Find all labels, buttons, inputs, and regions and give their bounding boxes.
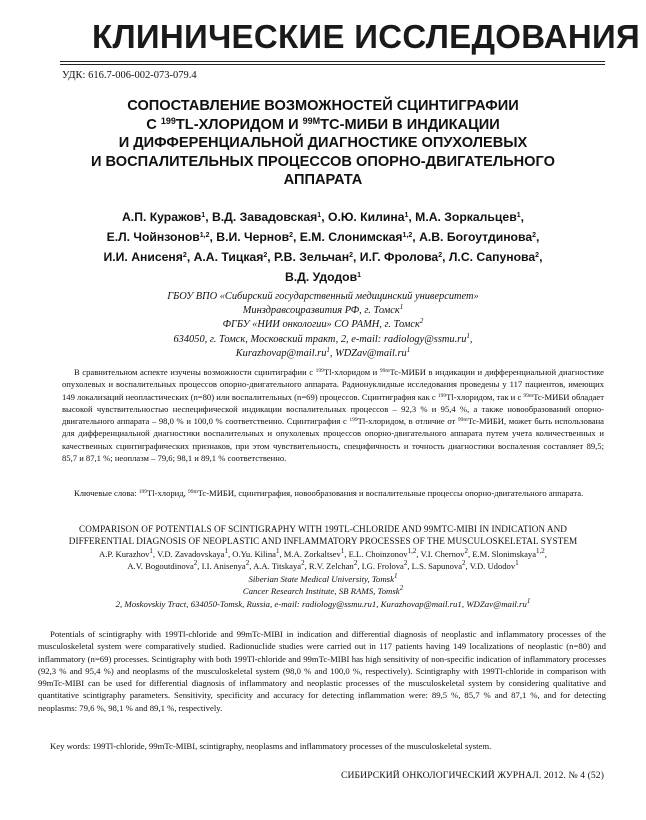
title-line: TL-ХЛОРИДОМ И — [175, 116, 303, 133]
keywords-russian: Ключевые слова: $^{199}$Tl-хлорид, $^{99m}$Tc-МИБИ, сцинтиграфия, новообразования и воспалительные процессы опорно-двигательного аппарата. — [74, 488, 584, 498]
author: V.D. Udodov$^1$ — [469, 559, 519, 572]
author: A.V. Bogoutdinova$^2$, — [127, 559, 202, 572]
title-line: С — [146, 116, 161, 133]
author: Л.С. Сапунова$^2$, — [448, 250, 543, 264]
author: А.А. Тицкая$^2$, — [193, 250, 274, 264]
affiliation-address: 2, Moskovskiy Tract, 634050-Tomsk, Russia, e-mail: radiology@ssmu.ru1, Kurazhovap@mail.ru1, WDZav@mail.ru — [115, 598, 527, 609]
english-title: COMPARISON OF POTENTIALS OF SCINTIGRAPHY WITH 199TL-CHLORIDE AND 99MTC-MIBI IN INDICATION AND DIFFERENTIAL DIAGNOSIS OF NEOPLASTIC AND INFLAMMATORY PROCESSES OF THE MUSCULOSKELETAL SYSTEM — [68, 524, 578, 546]
affiliation-line: ГБОУ ВПО «Сибирский государственный медицинский университет» — [167, 291, 479, 302]
udk-code: УДК: 616.7-006-002-073-079.4 — [62, 70, 197, 81]
author: В.Д. Завадовская$^1$, — [211, 210, 328, 224]
author: M.A. Zorkaltsev$^1$, — [283, 547, 349, 559]
header-rule-bottom — [60, 64, 605, 65]
title-line: TC-МИБИ В ИНДИКАЦИИ — [320, 116, 500, 133]
title-line: АППАРАТА — [283, 172, 363, 189]
affiliations: ГБОУ ВПО «Сибирский государственный медицинский университет» Минздравсоцразвития РФ, г. Томск$^1$ ФГБУ «НИИ онкологии» СО РАМН, г. Томск$^2$ 634050, г. Томск, Московский тракт, 2, e-mail: $radiology@ssmu.ru^1$, $Kurazhovap@mail.ru^1$, $WDZav@mail.ru^1$ — [167, 291, 479, 359]
journal-footer: СИБИРСКИЙ ОНКОЛОГИЧЕСКИЙ ЖУРНАЛ. 2012. № 4 (52) — [341, 770, 604, 781]
author: R.V. Zelchan$^2$, — [308, 559, 362, 572]
author: В.И. Чернов$^2$, — [216, 230, 300, 244]
author: O.Yu. Kilina$^1$, — [232, 547, 284, 559]
affiliation-address: 634050, г. Томск, Московский тракт, 2, e-mail: radiology@ssmu.ru — [173, 333, 467, 345]
author: E.L. Choinzonov$^{1,2}$, — [348, 547, 421, 559]
author: И.И. Анисеня$^2$, — [103, 250, 194, 264]
author: I.I. Anisenya$^2$, — [201, 559, 254, 572]
header-rule-top — [60, 61, 605, 62]
email-link[interactable]: Kurazhovap@mail.ru — [235, 347, 327, 359]
title-line: И ВОСПАЛИТЕЛЬНЫХ ПРОЦЕССОВ ОПОРНО-ДВИГАТЕЛЬНОГО — [91, 153, 555, 170]
author: A.A. Titskaya$^2$, — [253, 559, 309, 572]
author: I.G. Frolova$^2$, — [361, 559, 412, 572]
author: Е.М. Слонимская$^{1,2}$, — [299, 230, 420, 244]
english-author-list — [50, 548, 596, 573]
author: А.В. Богоутдинова$^2$, — [419, 230, 540, 244]
affiliation-line: Минздравсоцразвития РФ, г. Томск — [242, 305, 400, 317]
abstract-russian: В сравнительном аспекте изучены возможности сцинтиграфии с $^{199}$Tl-хлоридом и $^{99m}$Tc-МИБИ в индикации и дифференциальной диагностике опухолевых и воспалительных процессов опорно-двигательного аппарата. Радионуклидные исследования проведены у 117 пациентов, имеющих 149 локализаций неопластических (n=80) или воспалительных (n=69) процессов. Сцинтиграфия как с $^{199}$Tl-хлоридом, так и с $^{99m}$Tc-МИБИ обладает высокой чувствительностью неспецифической индикации воспалительных процессов – 92,3 % и 95,4 %, а также новообразований опорно-двигательного аппарата – 98,0 % и 100,0 % соответственно. Сцинтиграфия с $^{199}$Tl-хлоридом, в отличие от $^{99m}$Tc-МИБИ, может быть использована для дифференциальной диагностики воспалительных и опухолевых процессов опорно-двигательного аппарата путем учета количественных и качественных сцинтиграфических признаков, при этом чувствительность, специфичность и точность диагностики воспаления составляет 89,5; 85,7 и 87,1 %; неоплазм – 79,6; 98,1 и 89,1 % соответственно. — [62, 367, 604, 464]
affiliation-line: Siberian State Medical University, Tomsk — [248, 574, 395, 584]
author: О.Ю. Килина$^1$, — [327, 210, 416, 224]
email-link[interactable]: , WDZav@mail.ru — [329, 347, 407, 359]
author: E.M. Slonimskaya$^{1,2}$, — [472, 547, 547, 559]
author: И.Г. Фролова$^2$, — [359, 250, 449, 264]
author: Р.В. Зельчан$^2$, — [274, 250, 360, 264]
title-line: И ДИФФЕРЕНЦИАЛЬНОЙ ДИАГНОСТИКЕ ОПУХОЛЕВЫХ — [118, 135, 528, 152]
section-heading: КЛИНИЧЕСКИЕ ИССЛЕДОВАНИЯ — [92, 18, 641, 55]
affiliation-line: Cancer Research Institute, SB RAMS, Tomsk — [242, 586, 400, 597]
author: Е.Л. Чойнзонов$^{1,2}$, — [106, 230, 217, 244]
author: В.Д. Удодов$^1$ — [284, 270, 362, 284]
abstract-english: Potentials of scintigraphy with 199Tl-chloride and 99mTc-MIBI in indication and differential diagnosis of neoplastic and inflammatory processes of the musculoskeletal system were comparatively studied. Radionuclide studies were carried out in 117 patients having 149 localizations of neoplastic (n=80) and inflammatory (n=69) processes. Scintigraphy with both 199Tl-chloride and 99mTc-MIBI has high sensitivity of non-specific indication of inflammatory processes (92,3 % and 95,4 %) and neoplasms of the musculoskeletal system (98,0 % and 100,0 %, respectively). Scintigraphy with 199Tl-chloride in comparison with 99mTc-MIBI can be used for differential diagnosis of inflammatory and neoplastic processes of the musculoskeletal system by considering qualitative and quantitative scintigraphy parameters. Sensitivity, specificity and accuracy for detecting inflammation were: 89,5 %, 85,7 % and 87,1 %, and for detecting neoplasms: 79,6 %, 98,1 % and 89,1 %, respectively. — [38, 629, 606, 713]
isotope-superscript: 199 — [160, 115, 176, 126]
keywords-english: Key words: 199Tl-chloride, 99mTc-MIBI, scintigraphy, neoplasms and inflammatory processes of the musculoskeletal system. — [50, 741, 492, 751]
affiliation-line: ФГБУ «НИИ онкологии» СО РАМН, г. Томск — [222, 319, 420, 331]
author: V.I. Chernov$^2$, — [420, 547, 473, 559]
author-list — [40, 207, 606, 287]
author: A.P. Kurazhov$^1$, — [99, 547, 158, 559]
author: А.П. Куражов$^1$, — [122, 210, 212, 224]
title-line: СОПОСТАВЛЕНИЕ ВОЗМОЖНОСТЕЙ СЦИНТИГРАФИИ — [127, 98, 519, 114]
author: L.S. Sapunova$^2$, — [411, 559, 470, 572]
english-affiliations: Siberian State Medical University, Tomsk$^1$ Cancer Research Institute, SB RAMS, Tomsk$^2$ 2, Moskovskiy Tract, 634050-Tomsk, Russia, e-mail: radiology@ssmu.ru1, Kurazhovap@mail.ru1, $WDZav@mail.ru^1$ — [115, 572, 531, 609]
author: V.D. Zavadovskaya$^1$, — [157, 547, 233, 559]
article-title — [40, 97, 606, 190]
isotope-superscript: 99М — [302, 115, 321, 126]
author: М.А. Зоркальцев$^1$, — [415, 210, 524, 224]
